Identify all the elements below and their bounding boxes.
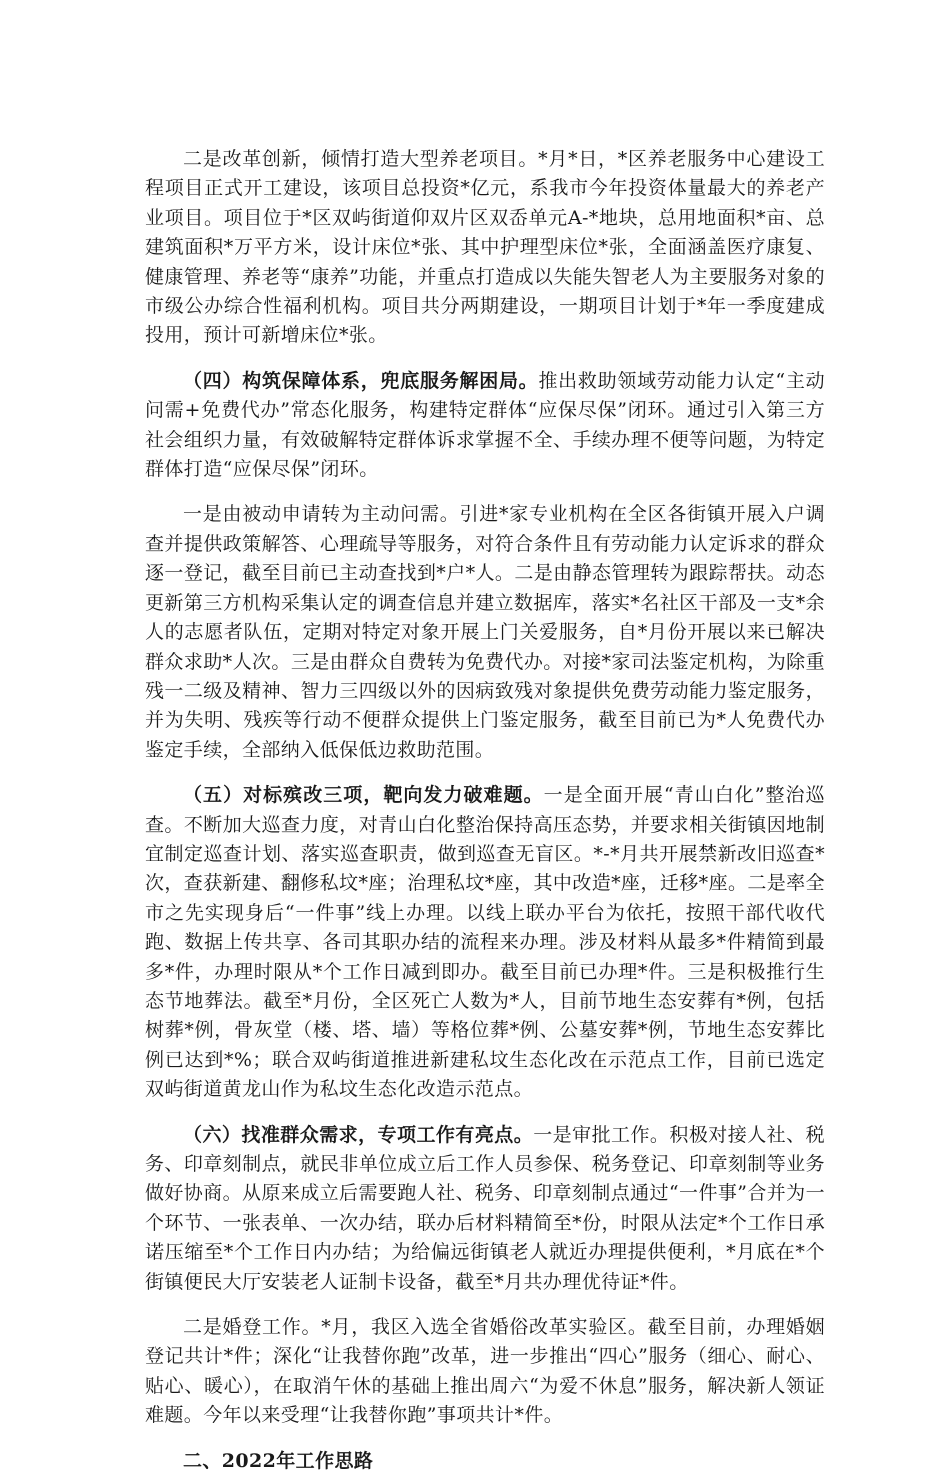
paragraph-text: 二是婚登工作。*月，我区入选全省婚俗改革实验区。截至目前，办理婚姻登记共计*件；深化“让我替你跑”改革，进一步推出“四心”服务（细心、耐心、贴心、暖心），在取消午休的基础上推出周六“为爱不休息”服务，解决新人领证难题。今年以来受理“让我替你跑”事项共计*件。 [145, 1316, 825, 1427]
paragraph-marriage-registration [145, 1313, 825, 1431]
paragraph-section-four-details [145, 500, 825, 765]
paragraph-text: 一是由被动申请转为主动问需。引进*家专业机构在全区各街镇开展入户调查并提供政策解答、心理疏导等服务，对符合条件且有劳动能力认定诉求的群众逐一登记，截至目前已主动查找到*户*人。二是由静态管理转为跟踪帮扶。动态更新第三方机构采集认定的调查信息并建立数据库，落实*名社区干部及一支*余人的志愿者队伍，定期对特定对象开展上门关爱服务，自*月份开展以来已解决群众求助*人次。三是由群众自费转为免费代办。对接*家司法鉴定机构，为除重残一二级及精神、智力三四级以外的因病致残对象提供免费劳动能力鉴定服务，并为失明、残疾等行动不便群众提供上门鉴定服务，截至目前已为*人免费代办鉴定手续，全部纳入低保低边救助范围。 [145, 503, 825, 761]
paragraph-text: 二是改革创新，倾情打造大型养老项目。*月*日，*区养老服务中心建设工程项目正式开工建设，该项目总投资*亿元，系我市今年投资体量最大的养老产业项目。项目位于*区双屿街道仰双片区双岙单元A-*地块，总用地面积*亩、总建筑面积*万平方米，设计床位*张、其中护理型床位*张，全面涵盖医疗康复、健康管理、养老等“康养”功能，并重点打造成以失能失智老人为主要服务对象的市级公办综合性福利机构。项目共分两期建设，一期项目计划于*年一季度建成投用，预计可新增床位*张。 [145, 148, 825, 347]
paragraph-section-five [145, 781, 825, 1104]
paragraph-text: 推出救助领域劳动能力认定“主动问需+免费代办”常态化服务，构建特定群体“应保尽保”闭环。通过引入第三方社会组织力量，有效破解特定群体诉求掌握不全、手续办理不便等问题，为特定群体打造“应保尽保”闭环。 [145, 369, 825, 481]
paragraph-text: 一是全面开展“青山白化”整治巡查。不断加大巡查力度，对青山白化整治保持高压态势，并要求相关街镇因地制宜制定巡查计划、落实巡查职责，做到巡查无盲区。*-*月共开展禁新改旧巡查*次，查获新建、翻修私坟*座；治理私坟*座，其中改造*座，迁移*座。二是率全市之先实现身后“一件事”线上办理。以线上联办平台为依托，按照干部代收代跑、数据上传共享、各司其职办结的流程来办理。涉及材料从最多*件精简到最多*件，办理时限从*个工作日减到即办。截至目前已办理*件。三是积极推行生态节地葬法。截至*月份，全区死亡人数为*人，目前节地生态安葬有*例，包括树葬*例，骨灰堂（楼、塔、墙）等格位葬*例、公墓安葬*例，节地生态安葬比例已达到*%；联合双屿街道推进新建私坟生态化改在示范点工作，目前已选定双屿街道黄龙山作为私坟生态化改造示范点。 [145, 784, 825, 1101]
document-page [145, 145, 825, 1476]
paragraph-lead: （六）找准群众需求，专项工作有亮点。 [183, 1123, 534, 1146]
paragraph-section-four [145, 367, 825, 485]
paragraph-lead: （四）构筑保障体系，兜底服务解困局。 [183, 369, 539, 392]
paragraph-text: 一是审批工作。积极对接人社、税务、印章刻制点，就民非单位成立后工作人员参保、税务登记、印章刻制等业务做好协商。从原来成立后需要跑人社、税务、印章刻制点通过“一件事”合并为一个环节、一张表单、一次办结，联办后材料精简至*份，时限从法定*个工作日承诺压缩至*个工作日内办结；为给偏远街镇老人就近办理提供便利，*月底在*个街镇便民大厅安装老人证制卡设备，截至*月共办理优待证*件。 [145, 1123, 825, 1293]
paragraph-reform-innovation [145, 145, 825, 351]
paragraph-section-six [145, 1121, 825, 1297]
paragraph-lead: （五）对标殡改三项，靶向发力破难题。 [183, 784, 544, 807]
section-heading: 二、2022年工作思路 [183, 1449, 374, 1472]
